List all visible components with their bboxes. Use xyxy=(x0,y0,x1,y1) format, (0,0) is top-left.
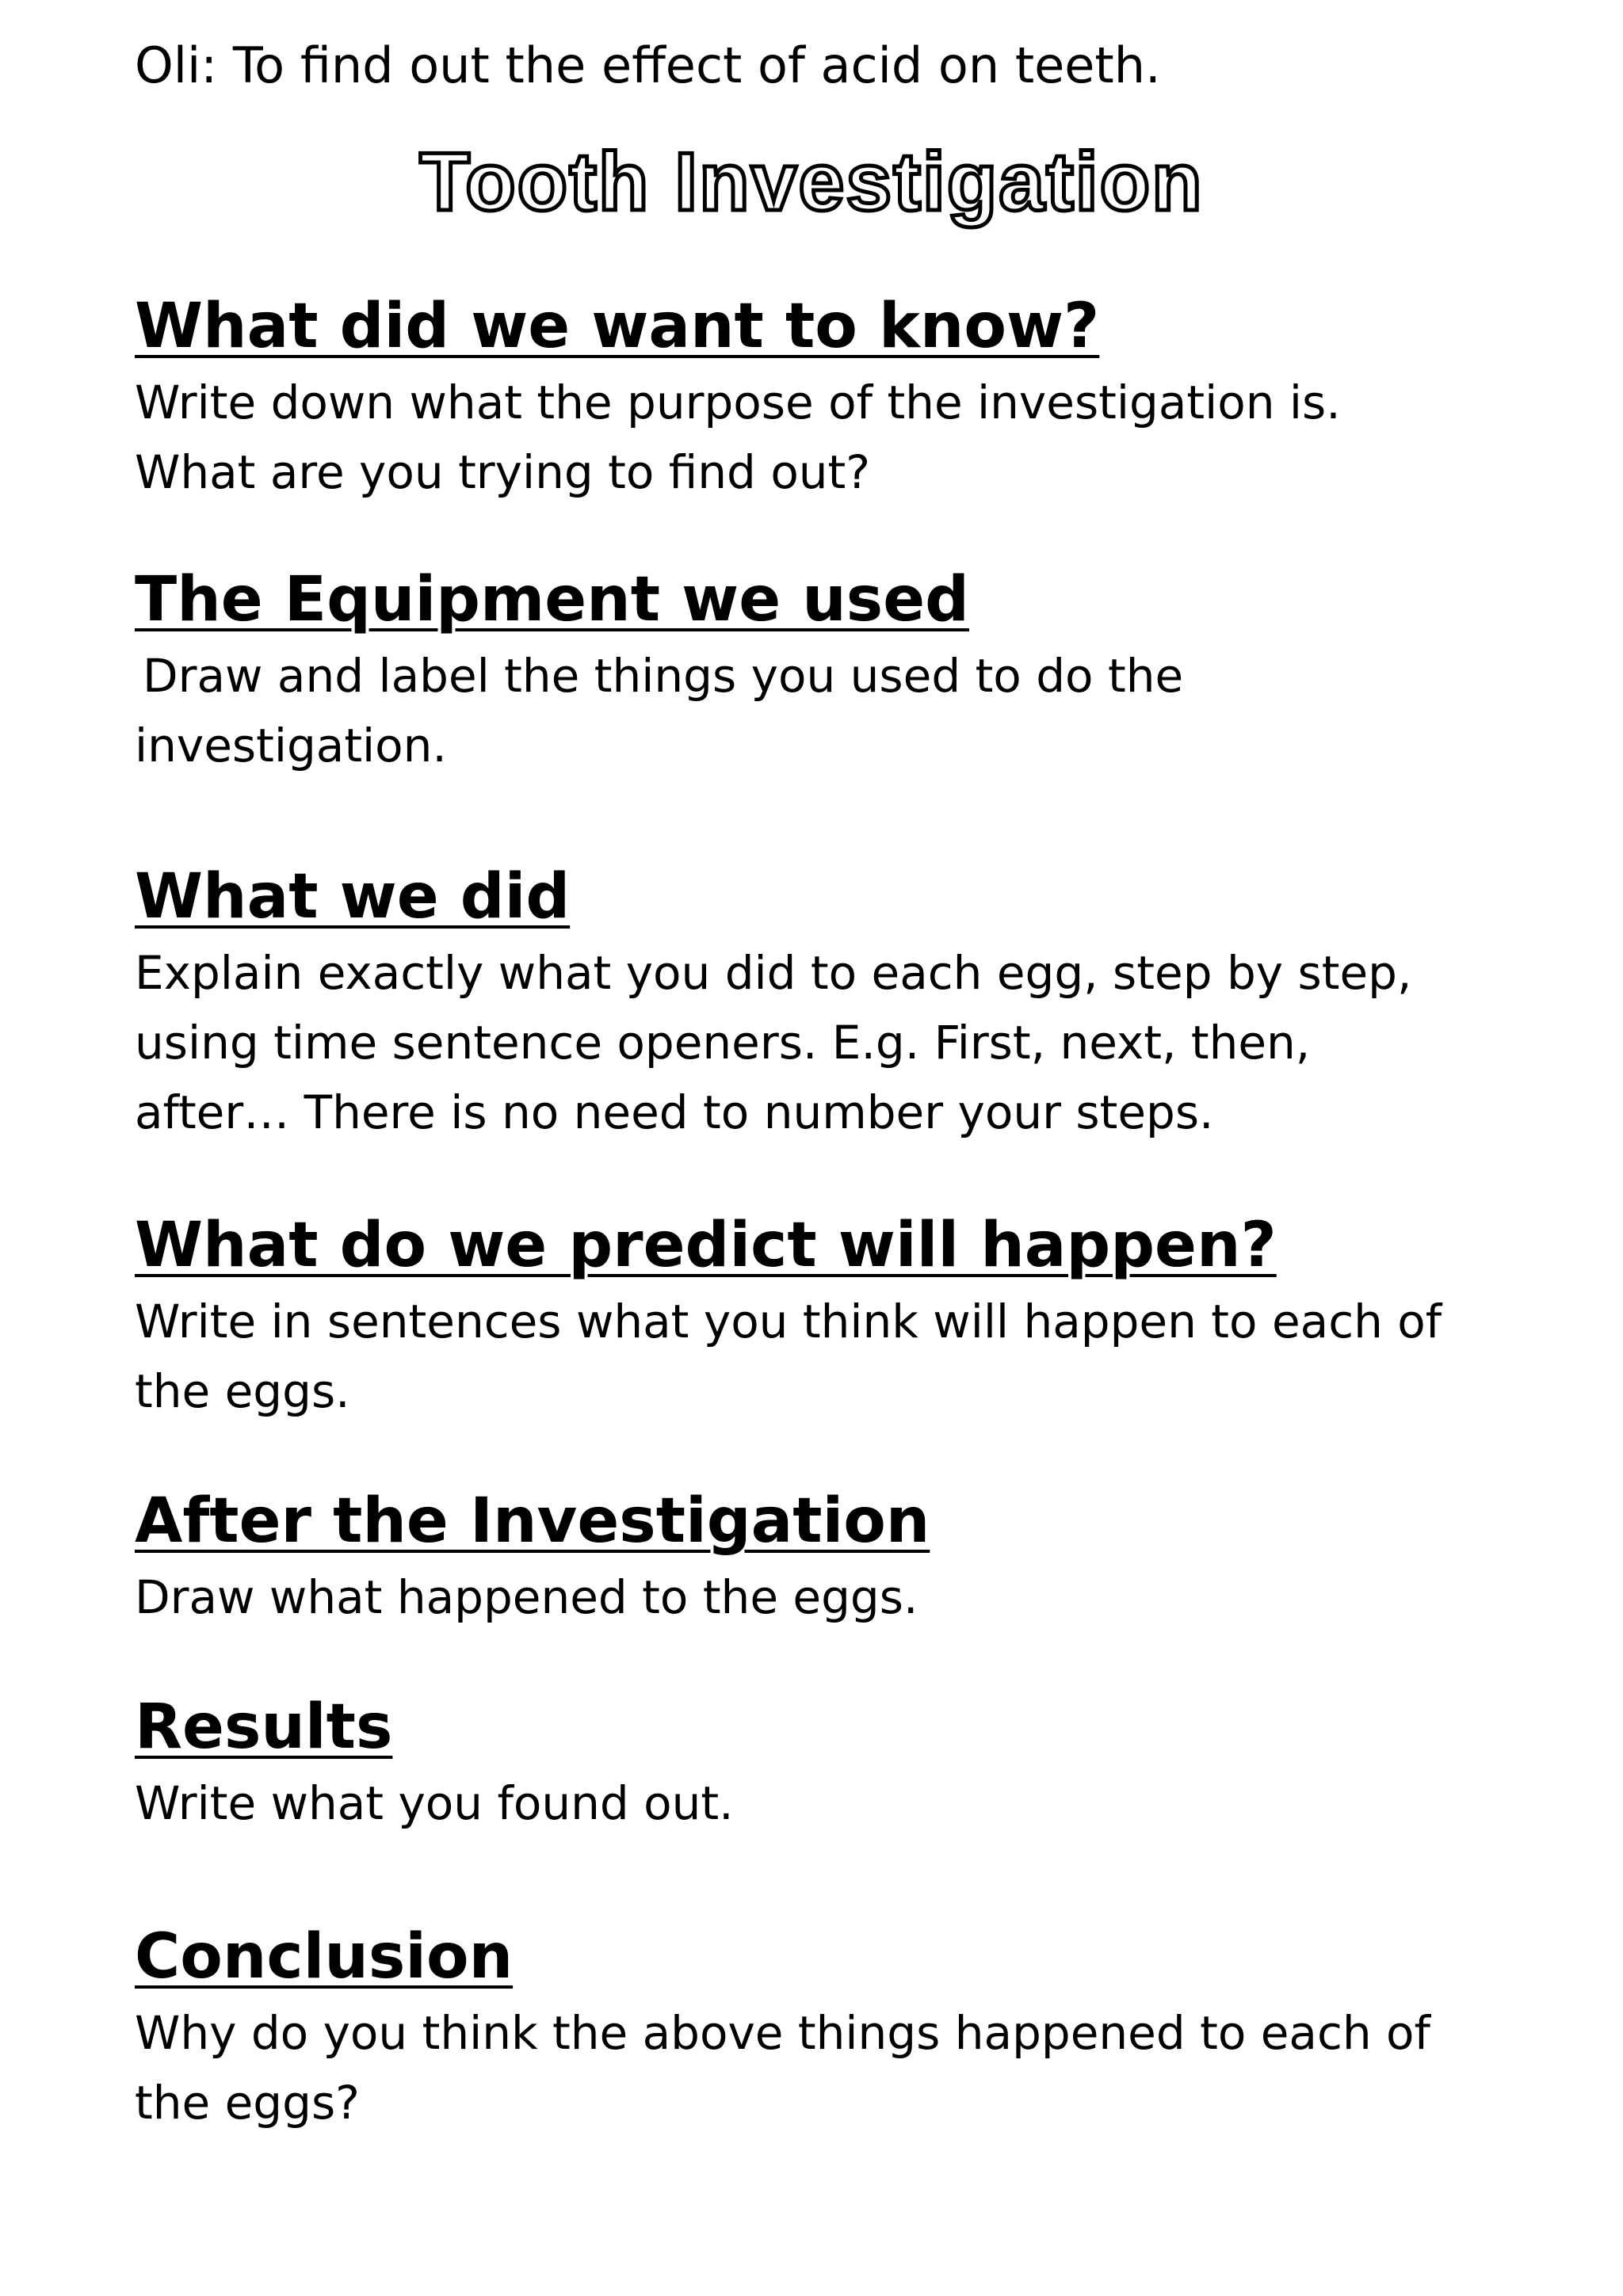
page-title: Tooth Investigation xyxy=(419,136,1204,228)
section-instruction: Write down what the purpose of the investigation is. What are you trying to find out? xyxy=(135,376,1341,499)
section-heading: After the Investigation xyxy=(135,1486,930,1557)
section-heading: What did we want to know? xyxy=(135,291,1100,362)
section-instruction: Write in sentences what you think will happen to each of the eggs. xyxy=(135,1295,1442,1418)
section-heading: Conclusion xyxy=(135,1921,514,1993)
section-instruction: Why do you think the above things happened to each of the eggs? xyxy=(135,2006,1430,2130)
section-heading: What we did xyxy=(135,861,571,933)
section-heading: Results xyxy=(135,1691,393,1763)
section-heading: The Equipment we used xyxy=(135,564,969,635)
section-instruction: Explain exactly what you did to each egg, step by step, using time sentence openers. E.g. First, next, then, after… There is no need to number your steps. xyxy=(135,946,1412,1139)
section-after-investigation xyxy=(135,1480,1529,1632)
section-method xyxy=(135,856,1529,1147)
section-prediction xyxy=(135,1204,1529,1426)
section-instruction: Draw what happened to the eggs. xyxy=(135,1570,918,1624)
section-instruction: Draw and label the things you used to do the investigation. xyxy=(135,649,1184,772)
section-equipment xyxy=(135,559,1529,780)
section-results xyxy=(135,1686,1529,1838)
section-conclusion xyxy=(135,1916,1529,2138)
objective-line: Oli: To find out the effect of acid on teeth. xyxy=(135,36,1161,94)
section-instruction: Write what you found out. xyxy=(135,1776,734,1830)
section-heading: What do we predict will happen? xyxy=(135,1210,1277,1281)
section-purpose xyxy=(135,285,1529,507)
